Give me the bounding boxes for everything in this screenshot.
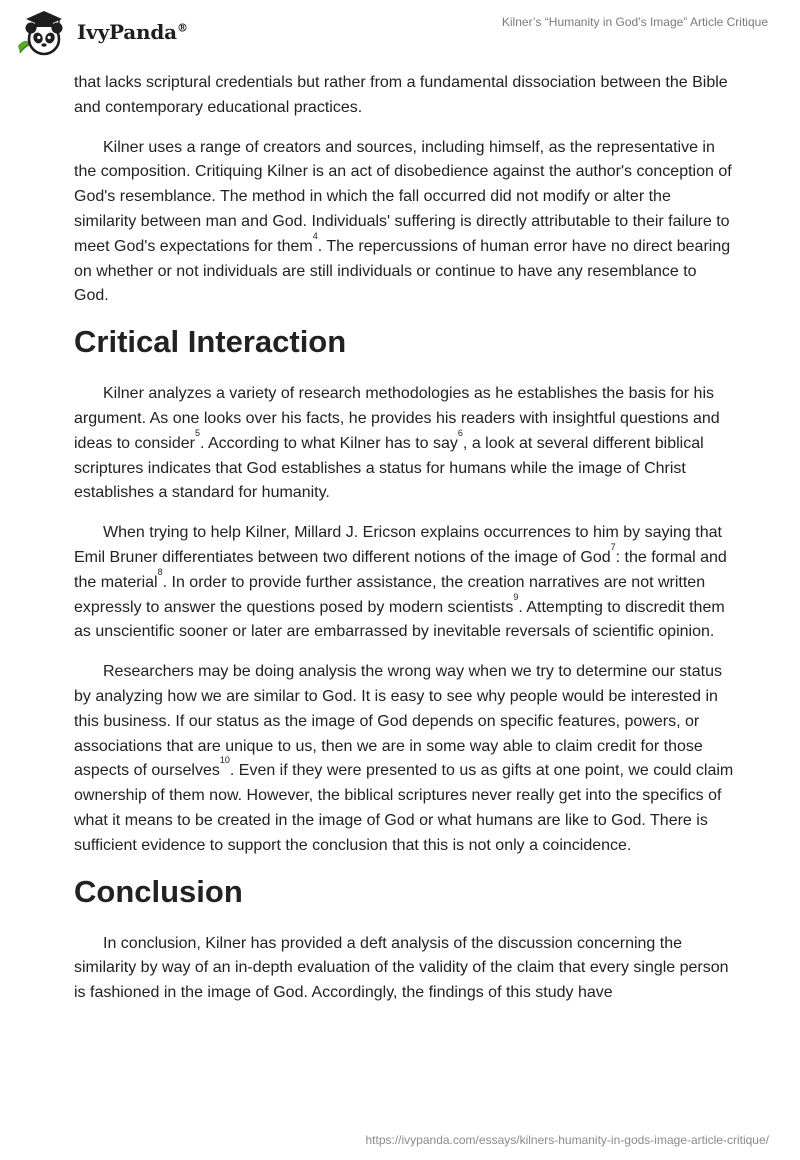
source-url-link[interactable]: https://ivypanda.com/essays/kilners-humanity-in-gods-image-article-critique/ [365,1133,769,1147]
paragraph-ericson: When trying to help Kilner, Millard J. Ericson explains occurrences to him by saying that Emil Bruner differentiates between two different notions of the image of God$^7$: the formal and the material$^8$. In order to provide further assistance, the creation narratives are not written expressly to answer the questions posed by modern scientists$^9$. Attempting to discredit them as unscientific sooner or later are embarrassed by inevitable reversals of scientific opinion. [74,524,727,641]
ivypanda-logo[interactable] [15,8,188,56]
paragraph-sources: Kilner uses a range of creators and sources, including himself, as the representative in the composition. Critiquing Kilner is an act of disobedience against the author's conception of God's resemblance. The method in which the fall occurred did not modify or alter the similarity between man and God. Individuals' suffering is directly attributable to their failure to meet God's expectations for them$^4$. The repercussions of human error have no direct bearing on whether or not individuals are still individuals or continue to have any resemblance to God. [74,138,732,305]
footnote-ref-8[interactable]: 8 [157,566,163,577]
panda-graduation-cap-icon [15,8,73,56]
heading-critical-interaction: Critical Interaction [74,324,347,360]
heading-conclusion: Conclusion [74,873,243,909]
paragraph-researchers: Researchers may be doing analysis the wrong way when we try to determine our status by analyzing how we are similar to God. It is easy to see why people would be interested in this business. If our status as the image of God depends on specific features, powers, or associations that are unique to us, then we are in some way able to claim credit for those aspects of ourselves$^{10}$. Even if they were presented to us as gifts at one point, we could claim ownership of them now. However, the biblical scriptures never really get into the specifics of what it means to be created in the image of God or what humans are like to God. There is sufficient evidence to support the conclusion that this is not only a coincidence. [74,663,734,854]
paragraph-methodologies: Kilner analyzes a variety of research methodologies as he establishes the basis for his argument. As one looks over his facts, he provides his readers with insightful questions and ideas to consider$^5$. According to what Kilner has to say$^6$, a look at several different biblical scriptures indicates that God establishes a status for humans while the image of Christ establishes a standard for humanity. [74,385,720,502]
brand-name: IvyPanda® [77,20,188,44]
footnote-ref-6[interactable]: 6 [457,427,463,438]
footnote-ref-7[interactable]: 7 [610,541,616,552]
document-title: Kilner’s “Humanity in God’s Image” Article Critique [501,15,768,29]
footnote-ref-5[interactable]: 5 [194,427,200,438]
footnote-ref-4[interactable]: 4 [312,230,318,241]
footnote-ref-10[interactable]: 10 [219,755,230,766]
paragraph-continuation: that lacks scriptural credentials but rather from a fundamental dissociation between the Bible and contemporary educational practices. [74,74,728,116]
page-header [0,0,800,64]
registered-mark: ® [176,21,188,35]
article-body [74,71,734,1006]
footnote-ref-9[interactable]: 9 [513,591,519,602]
paragraph-conclusion: In conclusion, Kilner has provided a deft analysis of the discussion concerning the similarity by way of an in-depth evaluation of the validity of the claim that every single person is fashioned in the image of God. Accordingly, the findings of this study have [74,934,729,1002]
